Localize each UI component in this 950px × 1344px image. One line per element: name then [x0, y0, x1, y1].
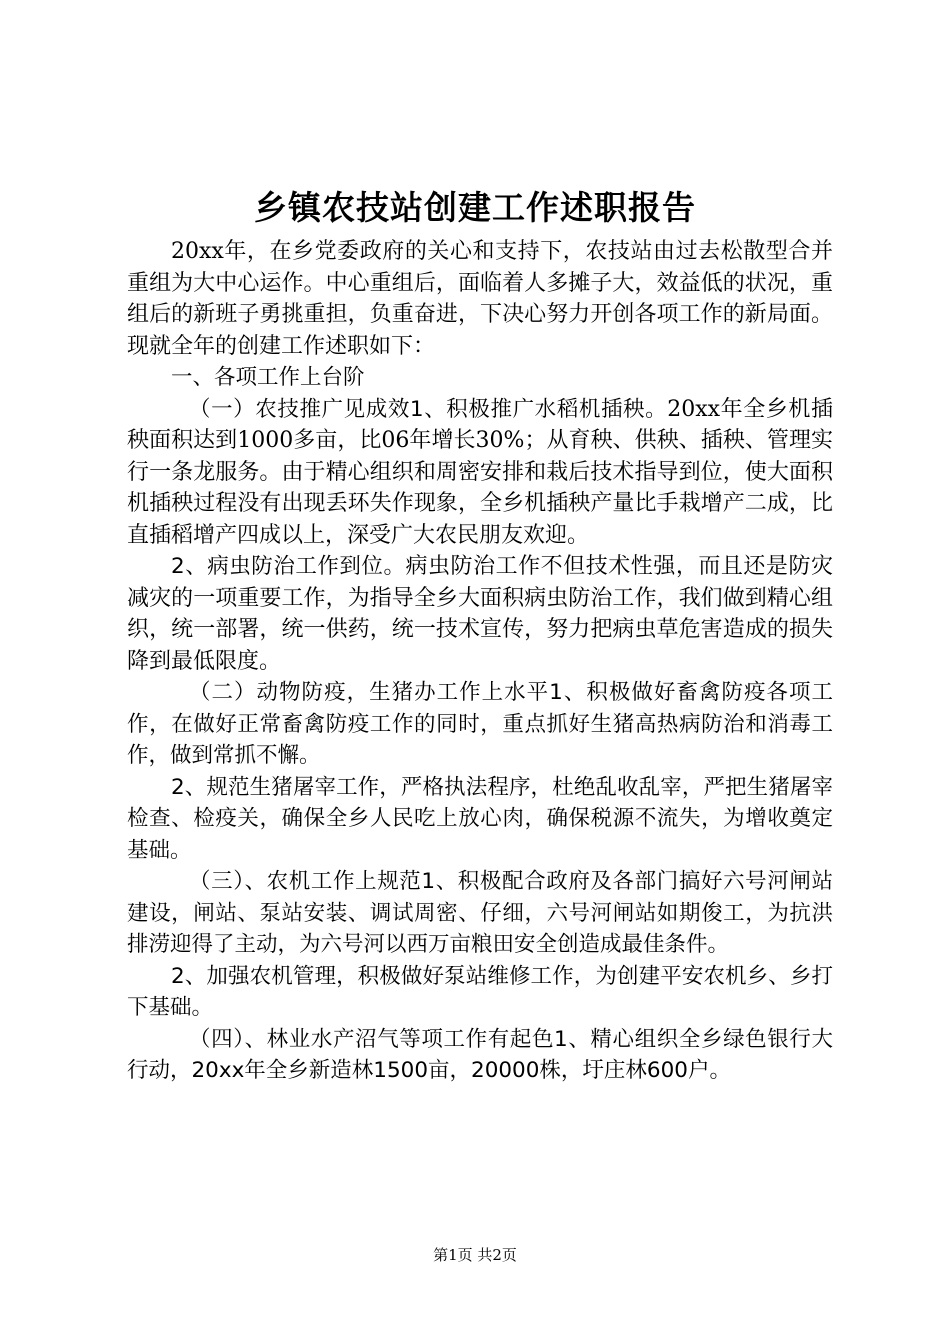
section-heading: 一、各项工作上台阶	[171, 365, 365, 390]
intro-paragraph: 20xx年，在乡党委政府的关心和支持下，农技站由过去松散型合并重组为大中心运作。中心重组后，面临着人多摊子大，效益低的状况，重组后的新班子勇挑重担，负重奋进，下决心努力开创各项工作的新局面。现就全年的创建工作述职如下：	[127, 239, 833, 359]
paragraph-agri-machinery: （三）、农机工作上规范1、积极配合政府及各部门搞好六号河闸站建设，闸站、泵站安装、调试周密、仔细，六号河闸站如期俊工，为抗洪排涝迎得了主动，为六号河以西万亩粮田安全创造成最佳条件。	[127, 869, 833, 957]
paragraph-body: 20xx年全乡机插秧面积达到1000多亩，比06年增长30%；从育秧、供秧、插秧、管理实行一条龙服务。由于精心组织和周密安排和栽后技术指导到位，使大面积机插秧过程没有出现丢环失作现象，全乡机插秧产量比手栽增产二成，比直插稻增产四成以上，深受广大农民朋友欢迎。	[127, 396, 833, 548]
paragraph-animal-epidemic: （二）动物防疫，生猪办工作上水平1、积极做好畜禽防疫各项工作，在做好正常畜禽防疫工作的同时，重点抓好生猪高热病防治和消毒工作，做到常抓不懈。	[127, 680, 833, 768]
paragraph-body: 病虫防治工作不但技术性强，而且还是防灾减灾的一项重要工作，为指导全乡大面积病虫防治工作，我们做到精心组织，统一部署，统一供药，统一技术宣传，努力把病虫草危害造成的损失降到最低限度。	[127, 554, 833, 674]
page-footer: 第1页 共2页	[433, 1246, 517, 1264]
paragraph-machinery-management: 2、加强农机管理，积极做好泵站维修工作，为创建平安农机乡、乡打下基础。	[127, 963, 833, 1020]
paragraph-forestry: （四）、林业水产沼气等项工作有起色1、精心组织全乡绿色银行大行动，20xx年全乡新造林1500亩，20000株，圩庄林600户。	[127, 1026, 833, 1083]
paragraph-lead: （一）农技推广见成效1、积极推广水稻机插秧。	[189, 396, 668, 422]
paragraph-lead: 2、病虫防治工作到位。	[171, 554, 406, 579]
paragraph-pest-control	[127, 551, 833, 677]
document-body	[127, 236, 833, 1087]
paragraph-slaughter: 2、规范生猪屠宰工作，严格执法程序，杜绝乱收乱宰，严把生猪屠宰检查、检疫关，确保全乡人民吃上放心肉，确保税源不流失，为增收奠定基础。	[127, 774, 833, 863]
document-title: 乡镇农技站创建工作述职报告	[254, 188, 696, 227]
paragraph-agri-tech	[127, 394, 833, 552]
